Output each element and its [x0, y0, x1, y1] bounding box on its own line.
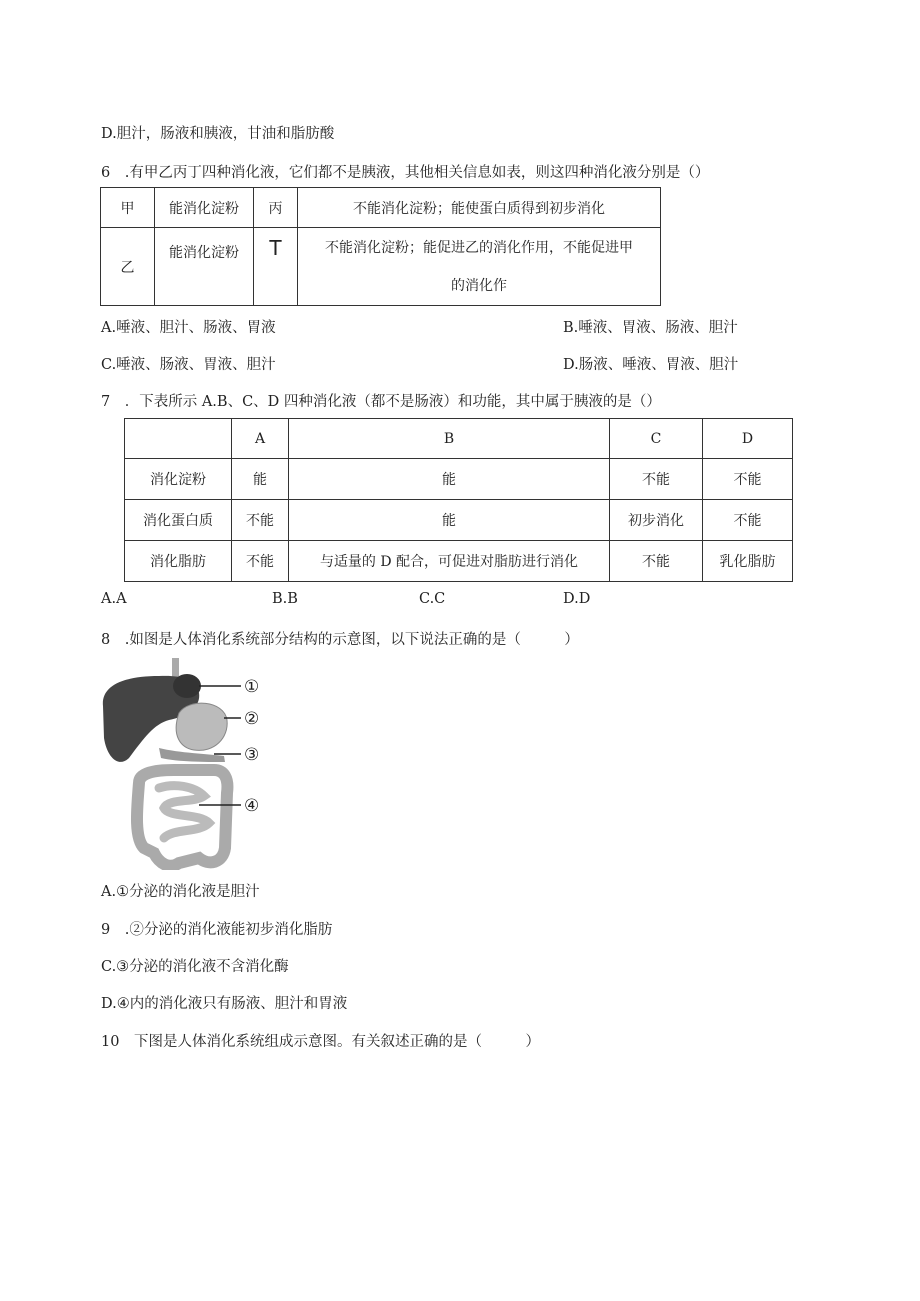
label-3: ③	[244, 745, 260, 765]
q7-cell: 消化蛋白质	[125, 500, 232, 541]
q6-cell: 丙	[254, 188, 298, 228]
q7-cell: 消化脂肪	[125, 541, 232, 582]
q7-header-cell: B	[289, 419, 610, 459]
q8-stem: 8 .如图是人体消化系统部分结构的示意图，以下说法正确的是（ ）	[101, 632, 579, 648]
q6-stem: 6 .有甲乙丙丁四种消化液，它们都不是胰液，其他相关信息如表，则这四种消化液分别是（）	[101, 165, 710, 181]
stomach-shape	[176, 703, 227, 750]
small-intestine-shape	[159, 786, 209, 838]
q6-option-b: B.唾液、胃液、肠液、胆汁	[563, 320, 738, 336]
q6-cell: 甲	[101, 188, 155, 228]
q7-header-cell: A	[232, 419, 289, 459]
label-1: ①	[244, 677, 260, 697]
q6-option-d: D.肠液、唾液、胃液、胆汁	[563, 357, 739, 373]
q7-stem: 7 ．下表所示 A.B、C、D 四种消化液（都不是肠液）和功能，其中属于胰液的是（）	[101, 394, 661, 410]
q7-cell: 能	[289, 459, 610, 500]
q6-cell: 能消化淀粉	[155, 188, 254, 228]
q6-option-a: A.唾液、胆汁、肠液、胃液	[101, 320, 276, 336]
q7-option-b: B.B	[272, 591, 298, 607]
q7-cell: 不能	[703, 500, 793, 541]
q9-stem: 9 .②分泌的消化液能初步消化脂肪	[101, 922, 333, 938]
q7-cell: 不能	[610, 541, 703, 582]
q7-header-cell: C	[610, 419, 703, 459]
label-4: ④	[244, 796, 260, 816]
organ-1-shape	[173, 674, 201, 698]
q7-header-cell: D	[703, 419, 793, 459]
q6-cell-line: 的消化作	[451, 277, 507, 294]
q7-cell: 不能	[703, 459, 793, 500]
q7-cell: 与适量的 D 配合，可促进对脂肪进行消化	[289, 541, 610, 582]
q7-cell: 初步消化	[610, 500, 703, 541]
q7-cell: 乳化脂肪	[703, 541, 793, 582]
digestive-system-figure	[99, 658, 279, 870]
q7-cell: 不能	[610, 459, 703, 500]
q6-cell-line: 不能消化淀粉；能促进乙的消化作用，不能促进甲	[325, 239, 633, 256]
q7-table	[124, 418, 793, 582]
q6-table	[100, 187, 661, 306]
digestive-system-illustration	[99, 658, 279, 870]
label-2: ②	[244, 709, 260, 729]
q7-option-c: C.C	[419, 591, 446, 607]
q8-option-a: A.①分泌的消化液是胆汁	[101, 884, 260, 900]
q6-cell: 乙	[101, 228, 155, 306]
q6-cell: 能消化淀粉	[155, 228, 254, 306]
q7-header-cell	[125, 419, 232, 459]
q5-option-d: D.胆汁，肠液和胰液，甘油和脂肪酸	[101, 126, 335, 142]
q6-cell: 不能消化淀粉；能使蛋白质得到初步消化	[298, 188, 661, 228]
q7-cell: 能	[232, 459, 289, 500]
q7-option-a: A.A	[101, 591, 127, 607]
q6-option-c: C.唾液、肠液、胃液、胆汁	[101, 357, 276, 373]
q8-option-d: D.④内的消化液只有肠液、胆汁和胃液	[101, 996, 348, 1012]
q6-cell	[298, 228, 661, 306]
q10-stem: 10 下图是人体消化系统组成示意图。有关叙述正确的是（ ）	[101, 1034, 540, 1050]
q8-option-c: C.③分泌的消化液不含消化酶	[101, 959, 289, 975]
q7-option-d: D.D	[563, 591, 591, 607]
q7-cell: 能	[289, 500, 610, 541]
q7-cell: 消化淀粉	[125, 459, 232, 500]
q7-cell: 不能	[232, 541, 289, 582]
q6-cell: T	[254, 228, 298, 306]
q7-cell: 不能	[232, 500, 289, 541]
